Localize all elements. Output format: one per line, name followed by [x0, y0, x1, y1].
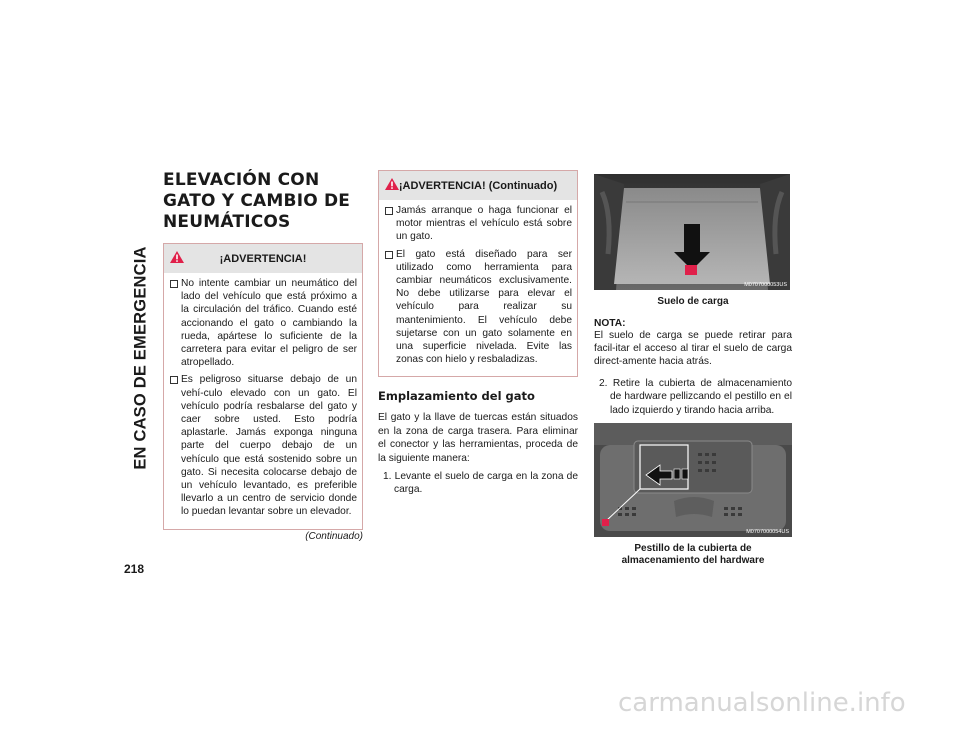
figure-code-1: M0707000053US [744, 282, 787, 288]
warning-title-1: ¡ADVERTENCIA! [219, 252, 307, 265]
checkbox-bullet-icon [170, 376, 178, 384]
checkbox-bullet-icon [385, 207, 393, 215]
checkbox-bullet-icon [170, 280, 178, 288]
warning-header-1 [164, 244, 362, 273]
figure-code-2: M0707000054US [746, 528, 789, 535]
checkbox-bullet-icon [385, 251, 393, 259]
side-tab [126, 168, 156, 548]
note-label: NOTA: [594, 317, 626, 329]
watermark: carmanualsonline.info [618, 688, 906, 718]
warning-item: Es peligroso situarse debajo de un vehí-culo elevado con un gato. El vehículo podría resbalarse del gato y caer sobre usted. Esto podría aplastarle. Jamás exponga ninguna parte del cuerpo debajo de un vehículo que está sostenido sobre un gato. Si necesita colocarse debajo de un vehículo levantado, es preferible llevarlo a un centro de servicio donde lo puedan levantar sobre un elevador. [170, 373, 357, 518]
warning-item: Jamás arranque o haga funcionar el motor mientras el vehículo está sobre un gato. [385, 204, 572, 244]
cargo-floor-photo [594, 174, 790, 290]
step-2: 2. Retire la cubierta de almacenamiento de hardware pellizcando el pestillo en el lado izquierdo y tirando hacia arriba. [599, 377, 792, 416]
cargo-floor-illustration [594, 174, 790, 290]
warning-box-1 [163, 243, 363, 530]
warning-header-2 [379, 171, 577, 200]
hardware-cover-illustration [594, 423, 792, 537]
warning-item: No intente cambiar un neumático del lado del vehículo que está próximo a la circulación del tráfico. Cuando esté accionando el gato o cambiando la rueda, apártese lo suficiente de la carretera para evitar el peligro de ser atropellado. [170, 277, 357, 369]
column-3 [594, 170, 792, 568]
warning-body-2 [379, 200, 577, 376]
page-number: 218 [124, 562, 145, 576]
column-1 [163, 170, 363, 542]
jack-location-intro: El gato y la llave de tuercas están situados en la zona de carga trasera. Para eliminar el conector y las herramientas, proceda de la siguiente manera: [378, 412, 578, 464]
warning-body-1 [164, 273, 362, 529]
section-title: ELEVACIÓN CON GATO Y CAMBIO DE NEUMÁTICOS [163, 170, 351, 232]
figure-caption-1: Suelo de carga [657, 296, 729, 307]
warning-triangle-icon [170, 251, 184, 263]
warning-item: El gato está diseñado para ser utilizado como herramienta para cambiar neumáticos exclusivamente. No debe utilizarse para elevar el vehículo para realizar su mantenimiento. El vehículo debe sujetarse con un gato solamente en una superficie nivelada. Evite las zonas con hielo y resbaladizas. [385, 248, 572, 367]
warning-box-2 [378, 170, 578, 377]
continued-label: (Continuado) [305, 530, 363, 542]
note-text: El suelo de carga se puede retirar para facil-itar el acceso al tirar el suelo de carga direct-amente hacia atrás. [594, 329, 792, 368]
warning-triangle-icon [385, 178, 399, 190]
hardware-cover-photo [594, 423, 792, 537]
step-1: 1. Levante el suelo de carga en la zona de carga. [383, 471, 578, 496]
warning-title-2: ¡ADVERTENCIA! (Continuado) [398, 179, 558, 192]
column-2 [378, 170, 578, 503]
figure-caption-2: Pestillo de la cubierta de almacenamiento del hardware [621, 542, 765, 567]
subsection-heading: Emplazamiento del gato [378, 389, 535, 404]
side-tab-label: EN CASO DE EMERGENCIA [131, 246, 150, 470]
